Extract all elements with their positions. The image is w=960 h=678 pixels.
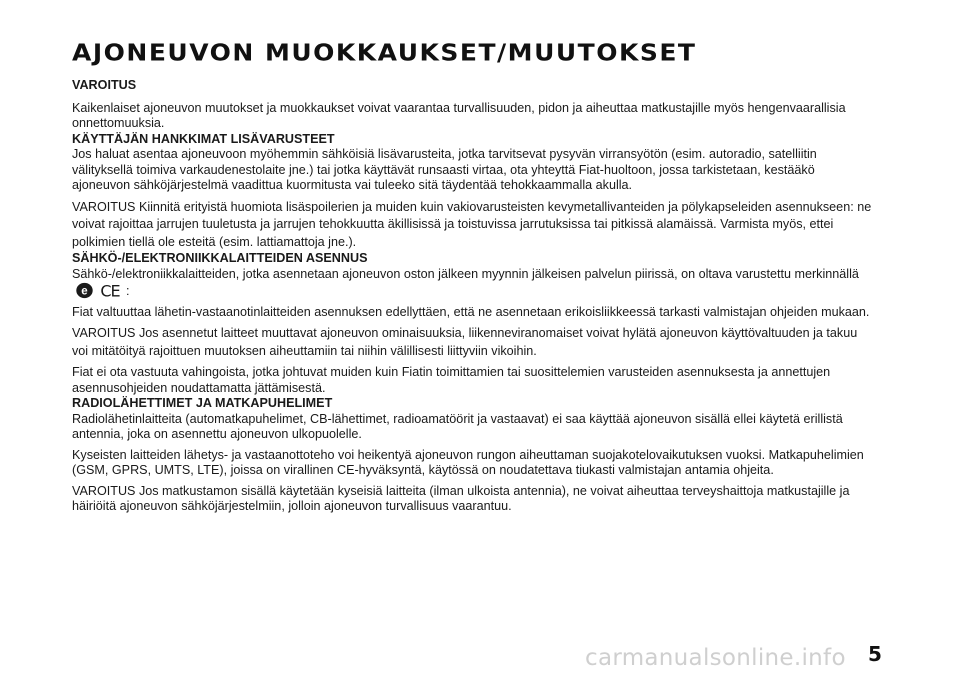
paragraph: Kaikenlaiset ajoneuvon muutokset ja muokkaukset voivat vaarantaa turvallisuuden, pidon ja aiheuttaa matkustajille myös hengenvaarallisia onnettomuuksia. (72, 100, 846, 130)
section-heading: RADIOLÄHETTIMET JA MATKAPUHELIMET (72, 396, 333, 410)
paragraph: Radiolähetinlaitteita (automatkapuhelimet, CB-lähettimet, radioamatöörit ja vastaavat) ei saa käyttää ajoneuvon sisällä ellei käytetä erillistä antennia, joka on asennettu ajoneuvon ulkopuolelle. (72, 411, 843, 441)
page-number: 5 (868, 642, 882, 666)
warning-paragraph: VAROITUS Jos asennetut laitteet muuttavat ajoneuvon ominaisuuksia, liikenneviranomaiset voivat hylätä ajoneuvon käyttövaltuuden ja takuu voi mitätöityä rajoittuen muutoksen aiheuttamiin tai niihin välillisesti liittyviin vikoihin. (72, 326, 858, 358)
section-radio-transmitters (72, 396, 872, 515)
section-heading: VAROITUS (72, 78, 137, 92)
section-heading: KÄYTTÄJÄN HANKKIMAT LISÄVARUSTEET (72, 131, 335, 146)
certification-marks (75, 282, 122, 299)
watermark: carmanualsonline.info (585, 645, 846, 671)
page-title: AJONEUVON MUOKKAUKSET/MUUTOKSET (72, 39, 697, 66)
e-mark-text: e (81, 285, 88, 298)
e-mark-icon (75, 282, 94, 299)
paragraph: Fiat valtuuttaa lähetin-vastaanotinlaitteiden asennuksen edellyttäen, että ne asennetaan erikoisliikkeessä tarkasti valmistajan ohjeiden mukaan. (72, 304, 870, 319)
section-warning (72, 78, 872, 132)
paragraph: Kyseisten laitteiden lähetys- ja vastaanottoteho voi heikentyä ajoneuvon rungon aiheuttaman suojakotelovaikutuksen vuoksi. Matkapuhelimien (GSM, GPRS, UMTS, LTE), joissa on virallinen CE-hyväksyntä, käytössä on noudatettava tiukasti valmistajan antamia ohjeita. (72, 447, 864, 477)
section-user-accessories (72, 132, 872, 252)
paragraph: Fiat ei ota vastuuta vahingoista, jotka johtuvat muiden kuin Fiatin toimittamien tai suosittelemien varusteiden asennuksesta ja annettujen asennusohjeiden noudattamatta jättämisestä. (72, 365, 831, 395)
ce-mark-text: CE (100, 282, 120, 299)
paragraph: Jos haluat asentaa ajoneuvoon myöhemmin sähköisiä lisävarusteita, jotka tarvitsevat pysyvän virransyötön (esim. autoradio, satelliitin välityksellä toimiva varkaudenestolaite jne.) tai jotka käyttävät runsaasti virtaa, ota yhteyttä Fiat-huoltoon, jossa tarkistetaan, kestääkö ajoneuvon sähköjärjestelmä vaadittua kuormitusta vai tuleeko sitä täydentää tehokkaammalla akulla. (72, 147, 817, 192)
intro-end: : (126, 284, 130, 298)
intro-text: Sähkö-/elektroniikkalaitteiden, jotka asennetaan ajoneuvon oston jälkeen myynnin jälkeisen palvelun piirissä, on oltava varustettu merkinnällä (72, 266, 859, 281)
warning-paragraph: VAROITUS Kiinnitä erityistä huomiota lisäspoilerien ja muiden kuin vakiovarusteisten kevymetallivanteiden ja pölykapseleiden asennukseen: ne voivat rajoittaa jarrujen tuuletusta ja jarrujen tehokkuutta äkillisissä ja toistuvissa jarrutuksissa tai pitkissä alamäissä. Varmista myös, ettei polkimien tiellä ole esteitä (esim. lattiamattoja jne.). (72, 199, 872, 249)
paragraph-with-mark (72, 267, 872, 300)
warning-paragraph: VAROITUS Jos matkustamon sisällä käytetään kyseisiä laitteita (ilman ulkoista antennia), ne voivat aiheuttaa terveyshaittoja matkustajille ja häiriöitä ajoneuvon sähköjärjestelmiin, jolloin ajoneuvon turvallisuus vaarantuu. (72, 483, 850, 513)
page-content (72, 78, 872, 520)
ce-mark-icon (98, 282, 122, 299)
section-electronic-installation (72, 251, 872, 396)
section-heading: SÄHKÖ-/ELEKTRONIIKKALAITTEIDEN ASENNUS (72, 251, 368, 265)
